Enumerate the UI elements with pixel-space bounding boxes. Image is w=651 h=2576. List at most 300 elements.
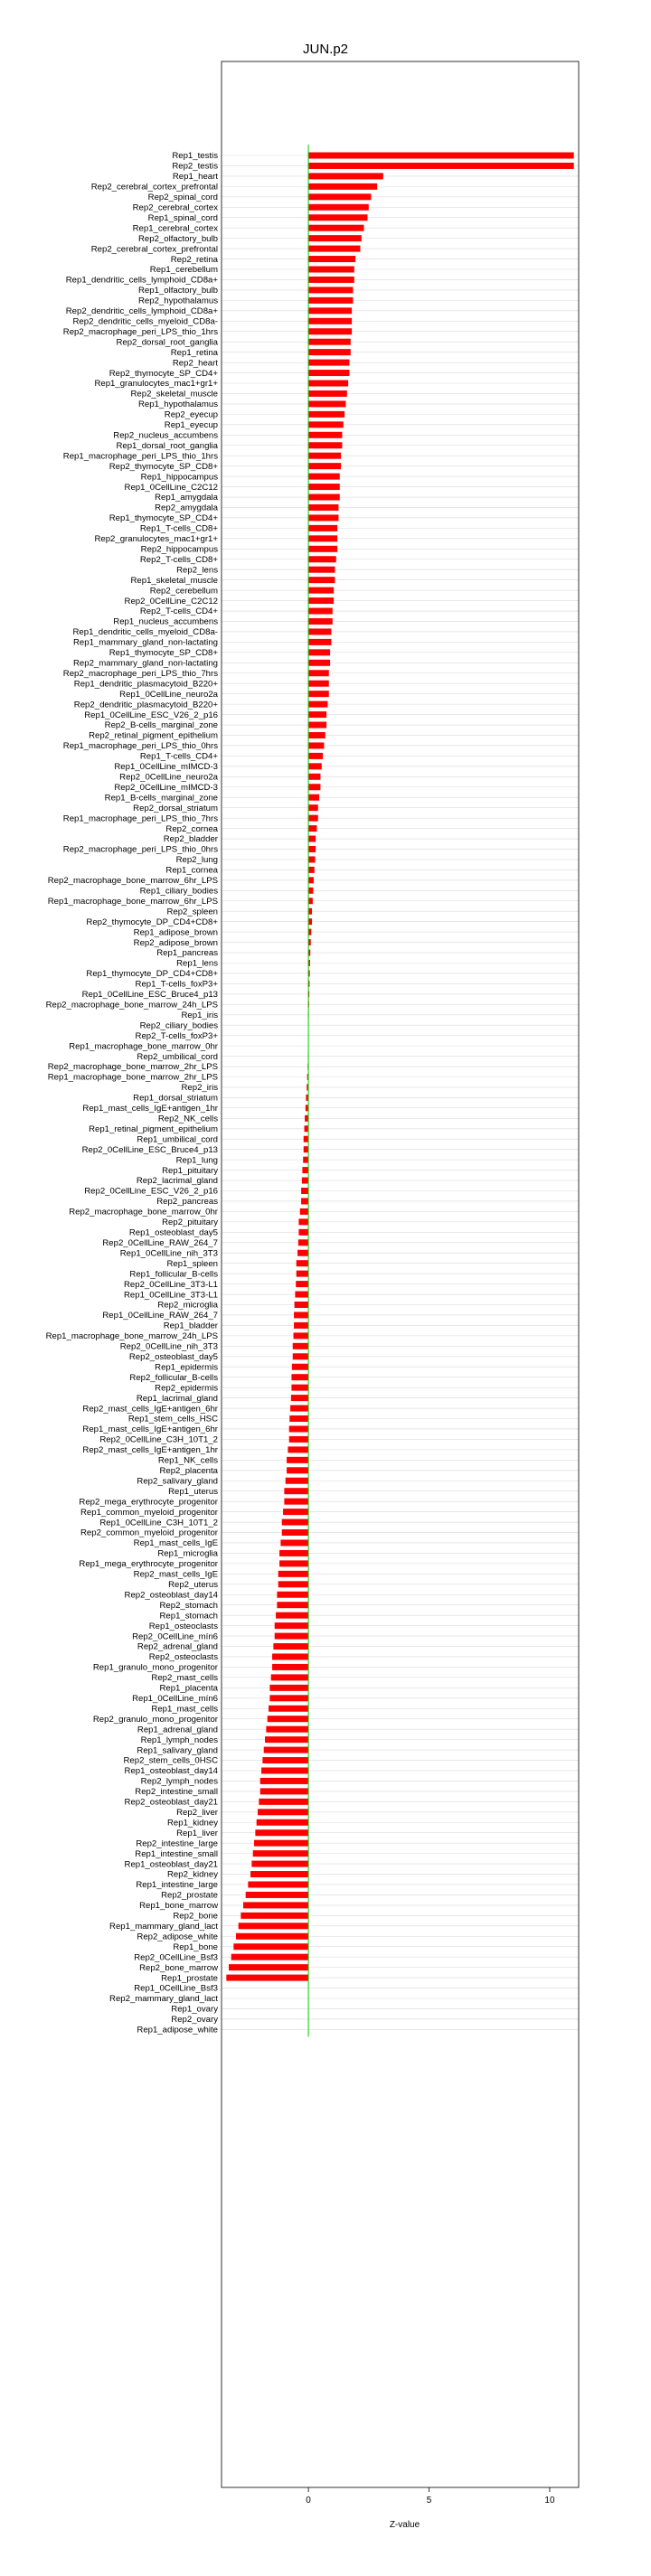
- category-label: Rep2_cerebral_cortex_prefrontal: [90, 182, 218, 193]
- category-label: Rep2_common_myeloid_progenitor: [80, 1528, 218, 1538]
- category-label: Rep2_0CellLine_neuro2a: [119, 772, 218, 783]
- category-label: Rep2_macrophage_bone_marrow_2hr_LPS: [47, 1062, 218, 1073]
- bar: [289, 1425, 308, 1432]
- category-label: Rep1_liver: [176, 1828, 218, 1838]
- bar: [268, 1716, 308, 1722]
- category-label: Rep2_amygdala: [155, 503, 218, 513]
- bar: [246, 1892, 308, 1898]
- category-label: Rep1_osteoblast_day14: [124, 1766, 218, 1777]
- category-label: Rep1_lacrimal_gland: [136, 1393, 218, 1404]
- bar: [308, 825, 316, 832]
- category-label: Rep1_olfactory_bulb: [137, 286, 218, 296]
- category-label: Rep2_mammary_gland_lact: [109, 1994, 218, 2005]
- bar: [308, 846, 316, 852]
- category-label: Rep1_eyecup: [164, 420, 218, 431]
- bar: [291, 1385, 308, 1391]
- category-label: Rep2_mast_cells_IgE: [133, 1569, 218, 1580]
- bar: [304, 1146, 308, 1152]
- bar: [308, 836, 316, 842]
- bar: [264, 1747, 308, 1753]
- bar: [291, 1374, 308, 1380]
- bar: [258, 1809, 308, 1815]
- category-label: Rep1_cerebellum: [149, 265, 218, 276]
- bar: [305, 1125, 309, 1132]
- category-label: Rep2_intestine_large: [136, 1838, 218, 1849]
- bar: [303, 1157, 308, 1163]
- category-label: Rep1_mega_erythrocyte_progenitor: [79, 1559, 218, 1570]
- bar: [308, 214, 367, 221]
- category-label: Rep1_T-cells_CD8+: [139, 523, 218, 534]
- category-label: Rep1_bone_marrow: [139, 1901, 218, 1912]
- category-label: Rep1_salivary_gland: [137, 1745, 218, 1756]
- bar: [308, 267, 354, 273]
- bar: [295, 1302, 308, 1308]
- bar: [298, 1218, 308, 1225]
- category-label: Rep2_spinal_cord: [147, 193, 218, 203]
- bar: [308, 774, 320, 780]
- category-label: Rep2_heart: [172, 358, 218, 369]
- bar: [308, 660, 330, 666]
- bar: [308, 535, 337, 541]
- bar: [308, 494, 340, 501]
- bar: [271, 1674, 308, 1680]
- category-label: Rep1_0CellLine_mín6: [132, 1693, 218, 1704]
- bar: [278, 1581, 308, 1587]
- plot-frame: [222, 61, 579, 2487]
- category-label: Rep1_common_myeloid_progenitor: [80, 1507, 218, 1518]
- category-label: Rep1_macrophage_bone_marrow_2hr_LPS: [47, 1072, 218, 1083]
- category-label: Rep1_adipose_white: [137, 2025, 218, 2035]
- bar: [308, 442, 342, 448]
- category-label: Rep2_nucleus_accumbens: [113, 430, 218, 441]
- category-label: Rep1_lens: [176, 958, 218, 969]
- category-label: Rep2_hypothalamus: [137, 296, 218, 306]
- category-label: Rep1_pancreas: [156, 948, 218, 959]
- bar: [250, 1871, 308, 1877]
- category-label: Rep1_pituitary: [162, 1165, 218, 1176]
- bar: [248, 1881, 308, 1887]
- category-label: Rep2_osteoblast_day21: [124, 1797, 218, 1808]
- category-label: Rep2_0CellLine_C2C12: [124, 596, 218, 606]
- category-label: Rep2_NK_cells: [157, 1114, 218, 1124]
- bar: [288, 1446, 308, 1453]
- category-label: Rep1_follicular_B-cells: [129, 1269, 218, 1280]
- category-label: Rep1_epidermis: [155, 1362, 218, 1373]
- bar: [308, 256, 355, 262]
- bar: [284, 1488, 308, 1494]
- category-label: Rep1_0CellLine_mIMCD-3: [114, 762, 218, 773]
- category-label: Rep2_skeletal_muscle: [130, 389, 218, 400]
- category-label: Rep1_amygdala: [155, 493, 218, 503]
- category-label: Rep2_testis: [172, 161, 218, 172]
- category-label: Rep2_umbilical_cord: [137, 1051, 218, 1062]
- bar: [297, 1271, 308, 1277]
- category-label: Rep2_iris: [181, 1083, 218, 1094]
- bar: [308, 722, 326, 729]
- bar: [261, 1767, 308, 1773]
- bar: [308, 153, 574, 159]
- bar: [308, 546, 337, 552]
- bar: [308, 173, 383, 179]
- bar: [308, 360, 349, 366]
- bar: [308, 225, 363, 231]
- category-label: Rep2_pituitary: [162, 1217, 218, 1228]
- bar: [304, 1136, 308, 1142]
- category-label: Rep1_0CellLine_neuro2a: [119, 689, 218, 700]
- category-label: Rep1_iris: [181, 1010, 218, 1020]
- category-label: Rep2_ovary: [171, 2015, 218, 2026]
- bar: [260, 1788, 308, 1794]
- category-label: Rep1_dendritic_cells_lymphoid_CD8a+: [65, 275, 218, 286]
- bar: [293, 1343, 308, 1349]
- category-label: Rep2_ciliary_bodies: [139, 1020, 218, 1031]
- category-label: Rep2_0CellLine_nih_3T3: [119, 1341, 218, 1352]
- bar: [308, 277, 354, 283]
- category-label: Rep2_mast_cells: [151, 1673, 218, 1684]
- category-label: Rep2_retina: [170, 254, 218, 265]
- bar: [293, 1353, 308, 1359]
- x-axis: [306, 2487, 555, 2530]
- category-label: Rep2_mega_erythrocyte_progenitor: [79, 1497, 218, 1508]
- bar: [294, 1322, 308, 1329]
- bar: [308, 670, 329, 676]
- category-label: Rep1_umbilical_cord: [137, 1134, 218, 1145]
- bar: [308, 618, 333, 625]
- category-label: Rep1_osteoclasts: [148, 1621, 218, 1631]
- bar: [255, 1829, 308, 1836]
- category-label: Rep1_macrophage_peri_LPS_thio_1hrs: [62, 451, 218, 462]
- bar: [289, 1436, 308, 1443]
- category-label: Rep2_lacrimal_gland: [136, 1176, 218, 1187]
- bar: [243, 1902, 308, 1908]
- category-label: Rep2_lung: [175, 855, 218, 866]
- bar: [231, 1954, 308, 1960]
- bar: [298, 1239, 308, 1246]
- category-label: Rep2_dendritic_cells_myeloid_CD8a-: [72, 316, 218, 327]
- category-label: Rep1_B-cells_marginal_zone: [104, 793, 218, 804]
- category-label: Rep2_cerebellum: [149, 586, 218, 597]
- bar: [283, 1509, 308, 1515]
- x-tick-label: 0: [306, 2496, 311, 2505]
- bar: [229, 1964, 308, 1970]
- category-label: Rep2_dendritic_plasmacytoid_B220+: [73, 700, 218, 710]
- category-label: Rep2_T-cells_CD8+: [139, 554, 218, 565]
- bar: [308, 649, 330, 655]
- category-label: Rep2_stem_cells_0HSC: [123, 1755, 218, 1766]
- category-label: Rep1_placenta: [159, 1683, 218, 1694]
- category-label: Rep2_0CellLine_3T3-L1: [123, 1279, 218, 1290]
- bar: [308, 453, 341, 459]
- category-label: Rep2_macrophage_bone_marrow_0hr: [69, 1207, 218, 1217]
- bar: [308, 297, 353, 304]
- category-label: Rep1_dorsal_striatum: [133, 1093, 218, 1104]
- bar: [308, 235, 362, 241]
- category-label: Rep1_0CellLine_C2C12: [124, 482, 218, 493]
- category-label: Rep2_spleen: [166, 907, 218, 917]
- category-label: Rep1_testis: [172, 151, 218, 162]
- category-label: Rep2_microglia: [157, 1300, 218, 1311]
- bar: [308, 867, 315, 873]
- bar: [287, 1467, 308, 1473]
- bar: [308, 588, 334, 594]
- bar: [241, 1913, 308, 1919]
- bar: [308, 888, 313, 894]
- category-label: Rep1_stomach: [159, 1611, 218, 1622]
- chart-title: JUN.p2: [302, 42, 349, 57]
- category-label: Rep1_macrophage_peri_LPS_thio_7hrs: [62, 813, 218, 824]
- bar: [272, 1664, 308, 1670]
- bar: [273, 1643, 308, 1650]
- category-label: Rep2_lymph_nodes: [140, 1776, 218, 1787]
- bar-layer: [226, 145, 573, 2036]
- bar: [284, 1499, 308, 1505]
- category-label: Rep1_cornea: [165, 865, 218, 876]
- category-label: Rep2_thymocyte_SP_CD8+: [108, 461, 218, 472]
- bar: [308, 421, 344, 428]
- bar: [301, 1198, 308, 1204]
- category-label: Rep2_bone_marrow: [139, 1962, 218, 1973]
- category-label: Rep1_0CellLine_RAW_264_7: [102, 1311, 218, 1321]
- category-label: Rep2_follicular_B-cells: [129, 1372, 218, 1383]
- bar: [308, 908, 312, 915]
- category-label: Rep2_adipose_white: [137, 1932, 218, 1942]
- bar: [282, 1519, 308, 1526]
- category-label: Rep1_adrenal_gland: [137, 1725, 218, 1735]
- bar: [308, 318, 352, 324]
- category-label: Rep2_bone: [173, 1911, 218, 1922]
- category-label: Rep1_0CellLine_3T3-L1: [123, 1290, 218, 1301]
- x-tick-label: 5: [426, 2496, 432, 2505]
- category-label: Rep1_0CellLine_ESC_Bruce4_p13: [81, 990, 218, 1001]
- bar: [279, 1550, 308, 1556]
- category-label: Rep1_osteoblast_day21: [124, 1859, 218, 1870]
- bar: [275, 1633, 308, 1640]
- bar: [308, 339, 351, 345]
- category-label: Rep2_macrophage_peri_LPS_thio_0hrs: [62, 844, 218, 855]
- category-label: Rep1_intestine_large: [136, 1880, 218, 1891]
- bar: [308, 784, 320, 790]
- category-label: Rep2_pancreas: [156, 1197, 218, 1208]
- bar: [287, 1457, 308, 1463]
- category-label: Rep2_thymocyte_SP_CD4+: [108, 368, 218, 379]
- bar: [226, 1975, 308, 1981]
- category-label: Rep2_dendritic_cells_lymphoid_CD8a+: [65, 306, 218, 317]
- category-label: Rep2_osteoclasts: [148, 1652, 218, 1663]
- category-label: Rep2_dorsal_striatum: [133, 803, 218, 813]
- category-labels: [46, 151, 219, 2035]
- bar: [308, 742, 324, 748]
- bar: [308, 474, 340, 480]
- bar: [294, 1332, 309, 1339]
- category-label: Rep2_hippocampus: [140, 544, 218, 555]
- category-label: Rep2_olfactory_bulb: [137, 233, 218, 244]
- category-label: Rep2_intestine_small: [135, 1787, 218, 1798]
- category-label: Rep2_0CellLine_C3H_10T1_2: [99, 1434, 218, 1445]
- category-label: Rep2_thymocyte_DP_CD4+CD8+: [86, 917, 218, 927]
- bar: [282, 1529, 308, 1536]
- category-label: Rep2_adipose_brown: [133, 937, 218, 948]
- category-label: Rep1_T-cells_foxP3+: [135, 979, 218, 990]
- category-label: Rep2_uterus: [168, 1579, 218, 1590]
- bar: [308, 556, 336, 562]
- category-label: Rep1_skeletal_muscle: [130, 575, 218, 586]
- bar: [296, 1281, 308, 1287]
- category-label: Rep1_hippocampus: [140, 472, 218, 483]
- category-label: Rep1_cerebral_cortex: [132, 223, 218, 234]
- category-label: Rep1_0CellLine_ESC_V26_2_p16: [84, 710, 218, 720]
- bar: [277, 1592, 308, 1598]
- bar: [308, 628, 331, 635]
- bar: [308, 432, 342, 438]
- category-label: Rep1_lung: [175, 1155, 218, 1166]
- category-label: Rep1_ovary: [171, 2004, 218, 2015]
- category-label: Rep1_granulo_mono_progenitor: [92, 1662, 218, 1673]
- bar: [259, 1799, 308, 1805]
- category-label: Rep2_epidermis: [155, 1383, 218, 1394]
- bar: [308, 691, 329, 697]
- category-label: Rep2_0CellLine_ESC_V26_2_p16: [84, 1186, 218, 1197]
- bar: [308, 484, 340, 490]
- category-label: Rep2_lens: [176, 565, 218, 576]
- bar: [308, 711, 326, 718]
- category-label: Rep2_cornea: [165, 823, 218, 834]
- bar: [308, 193, 371, 200]
- category-label: Rep1_NK_cells: [157, 1455, 218, 1466]
- category-label: Rep2_kidney: [166, 1869, 218, 1880]
- category-label: Rep1_macrophage_bone_marrow_6hr_LPS: [47, 896, 218, 907]
- category-label: Rep1_dorsal_root_ganglia: [116, 440, 218, 451]
- bar: [308, 597, 334, 604]
- category-label: Rep2_granulocytes_mac1+gr1+: [94, 534, 218, 545]
- bar: [308, 307, 352, 314]
- bar: [257, 1819, 308, 1826]
- category-label: Rep2_B-cells_marginal_zone: [104, 720, 218, 731]
- bar: [308, 608, 333, 615]
- bar: [276, 1612, 308, 1619]
- bar: [308, 328, 352, 334]
- category-label: Rep1_thymocyte_SP_CD4+: [108, 513, 218, 524]
- bar: [297, 1250, 308, 1256]
- category-label: Rep2_0CellLine_ESC_Bruce4_p13: [81, 1144, 218, 1155]
- category-label: Rep1_0CellLine_Bsf3: [134, 1983, 218, 1994]
- category-label: Rep2_osteoblast_day5: [128, 1351, 218, 1362]
- bar: [302, 1167, 308, 1173]
- category-label: Rep2_0CellLine_Bsf3: [134, 1952, 218, 1963]
- bar: [308, 390, 347, 397]
- bar: [294, 1312, 308, 1318]
- category-label: Rep1_retina: [170, 347, 218, 358]
- category-label: Rep2_mammary_gland_non-lactating: [73, 658, 218, 669]
- bar: [239, 1923, 308, 1929]
- category-label: Rep1_0CellLine_C3H_10T1_2: [99, 1518, 218, 1528]
- bar: [308, 349, 351, 355]
- bar: [308, 815, 318, 822]
- category-label: Rep2_macrophage_bone_marrow_24h_LPS: [45, 1000, 218, 1011]
- bar: [308, 370, 349, 376]
- bar: [308, 525, 337, 531]
- bar: [251, 1861, 308, 1867]
- x-tick-label: 10: [544, 2496, 555, 2505]
- bar: [308, 877, 314, 883]
- category-label: Rep2_T-cells_foxP3+: [135, 1030, 218, 1041]
- bar: [308, 753, 323, 759]
- category-label: Rep2_macrophage_peri_LPS_thio_1hrs: [62, 326, 218, 337]
- category-label: Rep1_osteoblast_day5: [128, 1227, 218, 1238]
- category-label: Rep1_microglia: [157, 1548, 218, 1559]
- bar: [308, 856, 315, 862]
- bar: [308, 411, 344, 418]
- bar: [308, 504, 338, 511]
- bar: [269, 1706, 308, 1712]
- category-label: Rep2_macrophage_bone_marrow_6hr_LPS: [47, 876, 218, 887]
- bar: [308, 794, 319, 801]
- bar: [279, 1560, 308, 1566]
- category-label: Rep2_0CellLine_mIMCD-3: [114, 782, 218, 793]
- bar: [295, 1292, 308, 1298]
- category-label: Rep2_adrenal_gland: [137, 1641, 218, 1652]
- category-label: Rep2_stomach: [159, 1600, 218, 1611]
- bar: [265, 1736, 308, 1743]
- bar: [300, 1208, 308, 1215]
- category-label: Rep1_stem_cells_HSC: [127, 1414, 218, 1424]
- category-label: Rep2_placenta: [159, 1465, 218, 1476]
- bar: [308, 514, 338, 521]
- bar: [308, 701, 327, 708]
- category-label: Rep1_mast_cells_IgE+antigen_1hr: [82, 1104, 218, 1114]
- category-label: Rep1_intestine_small: [135, 1848, 218, 1859]
- category-label: Rep1_0CellLine_nih_3T3: [119, 1248, 218, 1259]
- category-label: Rep1_uterus: [168, 1486, 218, 1497]
- bar: [301, 1188, 308, 1194]
- bar: [286, 1478, 308, 1484]
- category-label: Rep1_adipose_brown: [133, 927, 218, 938]
- category-label: Rep1_T-cells_CD4+: [139, 751, 218, 762]
- category-label: Rep1_thymocyte_DP_CD4+CD8+: [86, 969, 218, 980]
- category-label: Rep1_mast_cells_IgE: [133, 1538, 218, 1549]
- bar: [308, 763, 322, 769]
- bar: [308, 381, 348, 387]
- bar: [308, 732, 326, 738]
- category-label: Rep2_retinal_pigment_epithelium: [89, 730, 218, 741]
- category-label: Rep2_cerebral_cortex: [132, 202, 218, 213]
- category-label: Rep1_spinal_cord: [147, 212, 218, 223]
- bar: [302, 1178, 308, 1184]
- category-label: Rep2_0CellLine_RAW_264_7: [102, 1237, 218, 1248]
- category-label: Rep1_kidney: [166, 1818, 218, 1829]
- bar: [308, 577, 335, 583]
- bar: [269, 1685, 308, 1691]
- bar: [289, 1415, 308, 1422]
- bar: [253, 1850, 308, 1857]
- bar: [262, 1757, 308, 1763]
- plot-border: [222, 61, 579, 2487]
- bar: [272, 1653, 308, 1659]
- category-label: Rep1_granulocytes_mac1+gr1+: [94, 379, 218, 390]
- category-label: Rep2_prostate: [161, 1890, 218, 1901]
- bar: [292, 1364, 308, 1370]
- category-label: Rep2_eyecup: [164, 409, 218, 420]
- category-label: Rep1_bone: [173, 1941, 218, 1952]
- bar: [308, 246, 360, 252]
- bar: [277, 1602, 308, 1608]
- category-label: Rep1_macrophage_bone_marrow_24h_LPS: [45, 1331, 218, 1342]
- category-label: Rep2_cerebral_cortex_prefrontal: [90, 244, 218, 255]
- category-label: Rep2_salivary_gland: [137, 1476, 218, 1487]
- category-label: Rep2_T-cells_CD4+: [139, 606, 218, 617]
- bar: [278, 1571, 308, 1577]
- category-label: Rep1_thymocyte_SP_CD8+: [108, 648, 218, 659]
- category-label: Rep1_bladder: [163, 1321, 218, 1331]
